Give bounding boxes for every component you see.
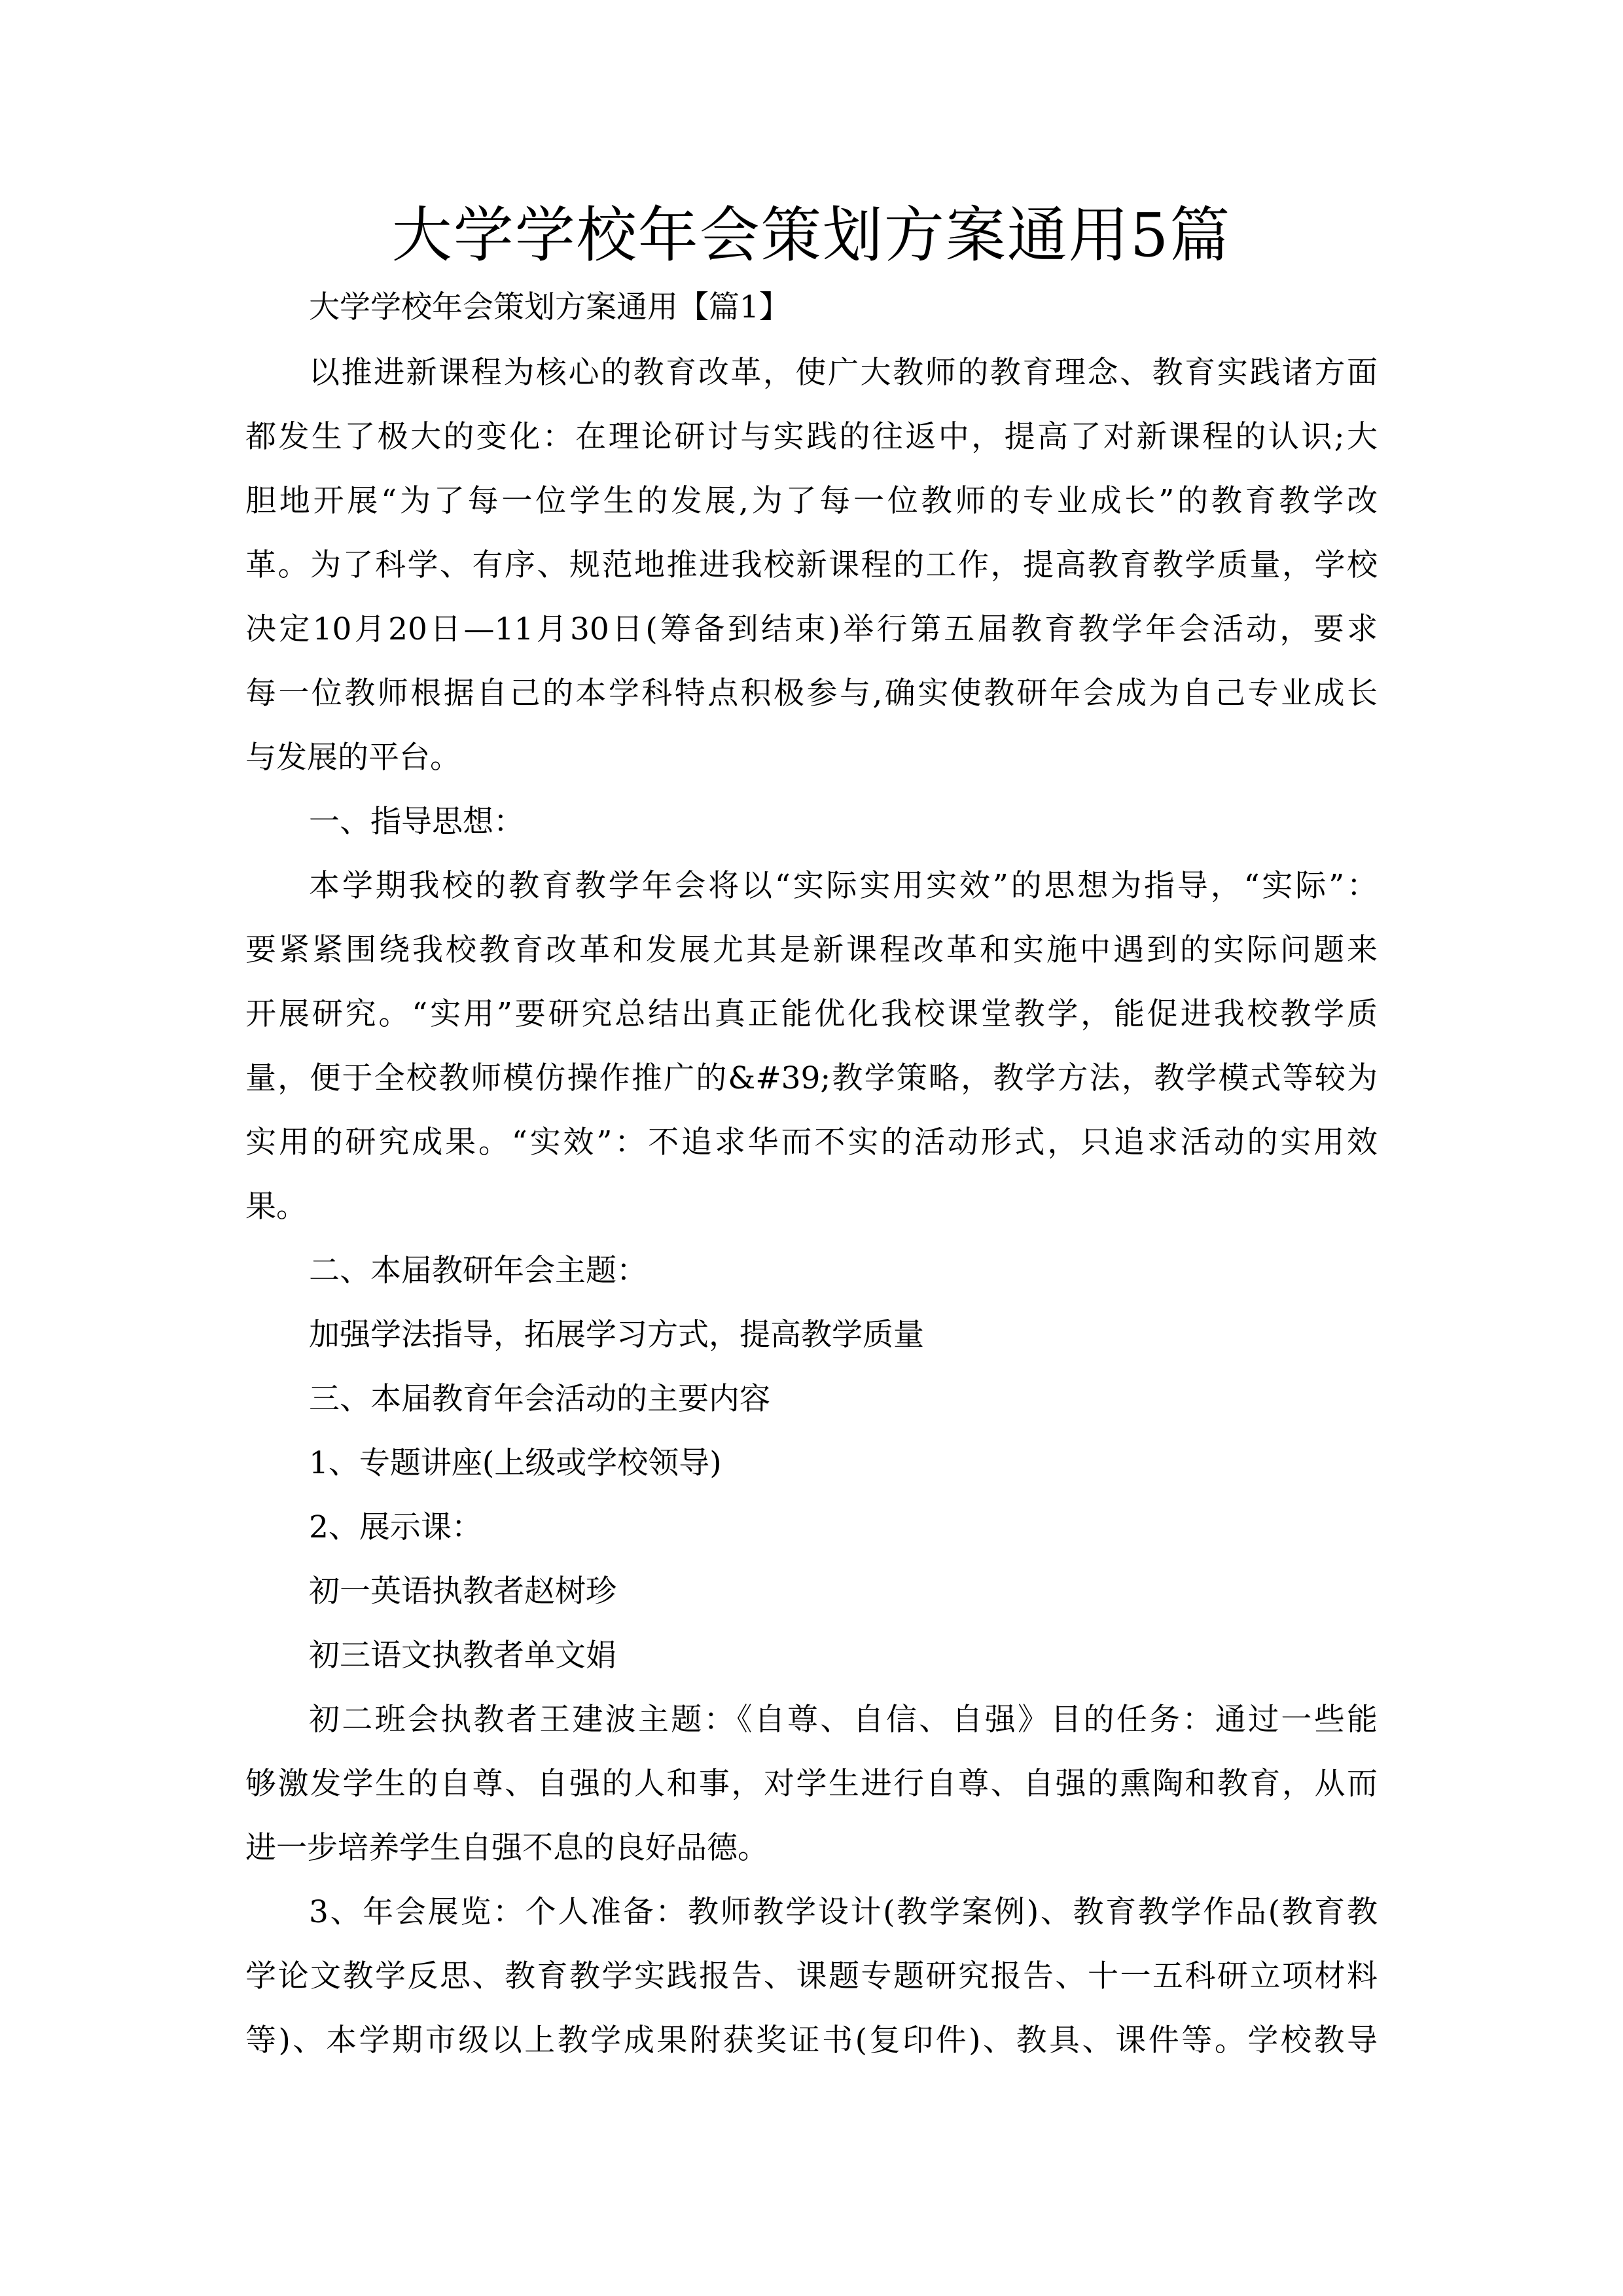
section-subtitle: 大学学校年会策划方案通用【篇1】 [309,289,790,325]
paragraph-line: 都发生了极大的变化：在理论研讨与实践的往返中，提高了对新课程的认识;大 [245,419,1378,455]
list-item: 初一英语执教者赵树珍 [309,1573,616,1609]
paragraph-line: 胆地开展“为了每一位学生的发展,为了每一位教师的专业成长”的教育教学改 [245,483,1378,519]
paragraph-line: 与发展的平台。 [245,740,461,776]
paragraph-line: 每一位教师根据自己的本学科特点积极参与,确实使教研年会成为自己专业成长 [245,675,1378,711]
list-item: 1、专题讲座(上级或学校领导) [309,1445,722,1481]
paragraph-line: 要紧紧围绕我校教育改革和发展尤其是新课程改革和实施中遇到的实际问题来 [245,932,1378,968]
section-heading: 一、指导思想： [309,804,524,840]
list-item: 2、展示课： [309,1509,482,1545]
paragraph-line: 革。为了科学、有序、规范地推进我校新课程的工作，提高教育教学质量，学校 [245,547,1378,583]
paragraph-line: 决定10月20日—11月30日(筹备到结束)举行第五届教育教学年会活动，要求 [245,611,1378,647]
paragraph-line: 本学期我校的教育教学年会将以“实际实用实效”的思想为指导，“实际”： [309,868,1378,904]
section-heading: 二、本届教研年会主题： [309,1253,647,1289]
paragraph-line: 开展研究。“实用”要研究总结出真正能优化我校课堂教学，能促进我校教学质 [245,996,1378,1032]
paragraph-line: 够激发学生的自尊、自强的人和事，对学生进行自尊、自强的熏陶和教育，从而 [245,1766,1378,1802]
paragraph-line: 等)、本学期市级以上教学成果附获奖证书(复印件)、教具、课件等。学校教导 [245,2022,1378,2058]
paragraph-line: 进一步培养学生自强不息的良好品德。 [245,1830,768,1866]
list-item: 初三语文执教者单文娟 [309,1638,616,1674]
theme-line: 加强学法指导，拓展学习方式，提高教学质量 [309,1317,924,1353]
paragraph-line: 实用的研究成果。“实效”：不追求华而不实的活动形式，只追求活动的实用效 [245,1124,1378,1160]
paragraph-line: 以推进新课程为核心的教育改革，使广大教师的教育理念、教育实践诸方面 [309,355,1378,391]
paragraph-line: 初二班会执教者王建波主题：《自尊、自信、自强》目的任务：通过一些能 [309,1702,1378,1738]
section-heading: 三、本届教育年会活动的主要内容 [309,1381,770,1417]
paragraph-line: 量，便于全校教师模仿操作推广的&#39;教学策略，教学方法，教学模式等较为 [245,1060,1378,1096]
paragraph-line: 学论文教学反思、教育教学实践报告、课题专题研究报告、十一五科研立项材料 [245,1958,1378,1994]
paragraph-line: 3、年会展览：个人准备：教师教学设计(教学案例)、教育教学作品(教育教 [309,1894,1378,1930]
paragraph-line: 果。 [245,1189,307,1225]
document-title: 大学学校年会策划方案通用5篇 [391,200,1232,270]
